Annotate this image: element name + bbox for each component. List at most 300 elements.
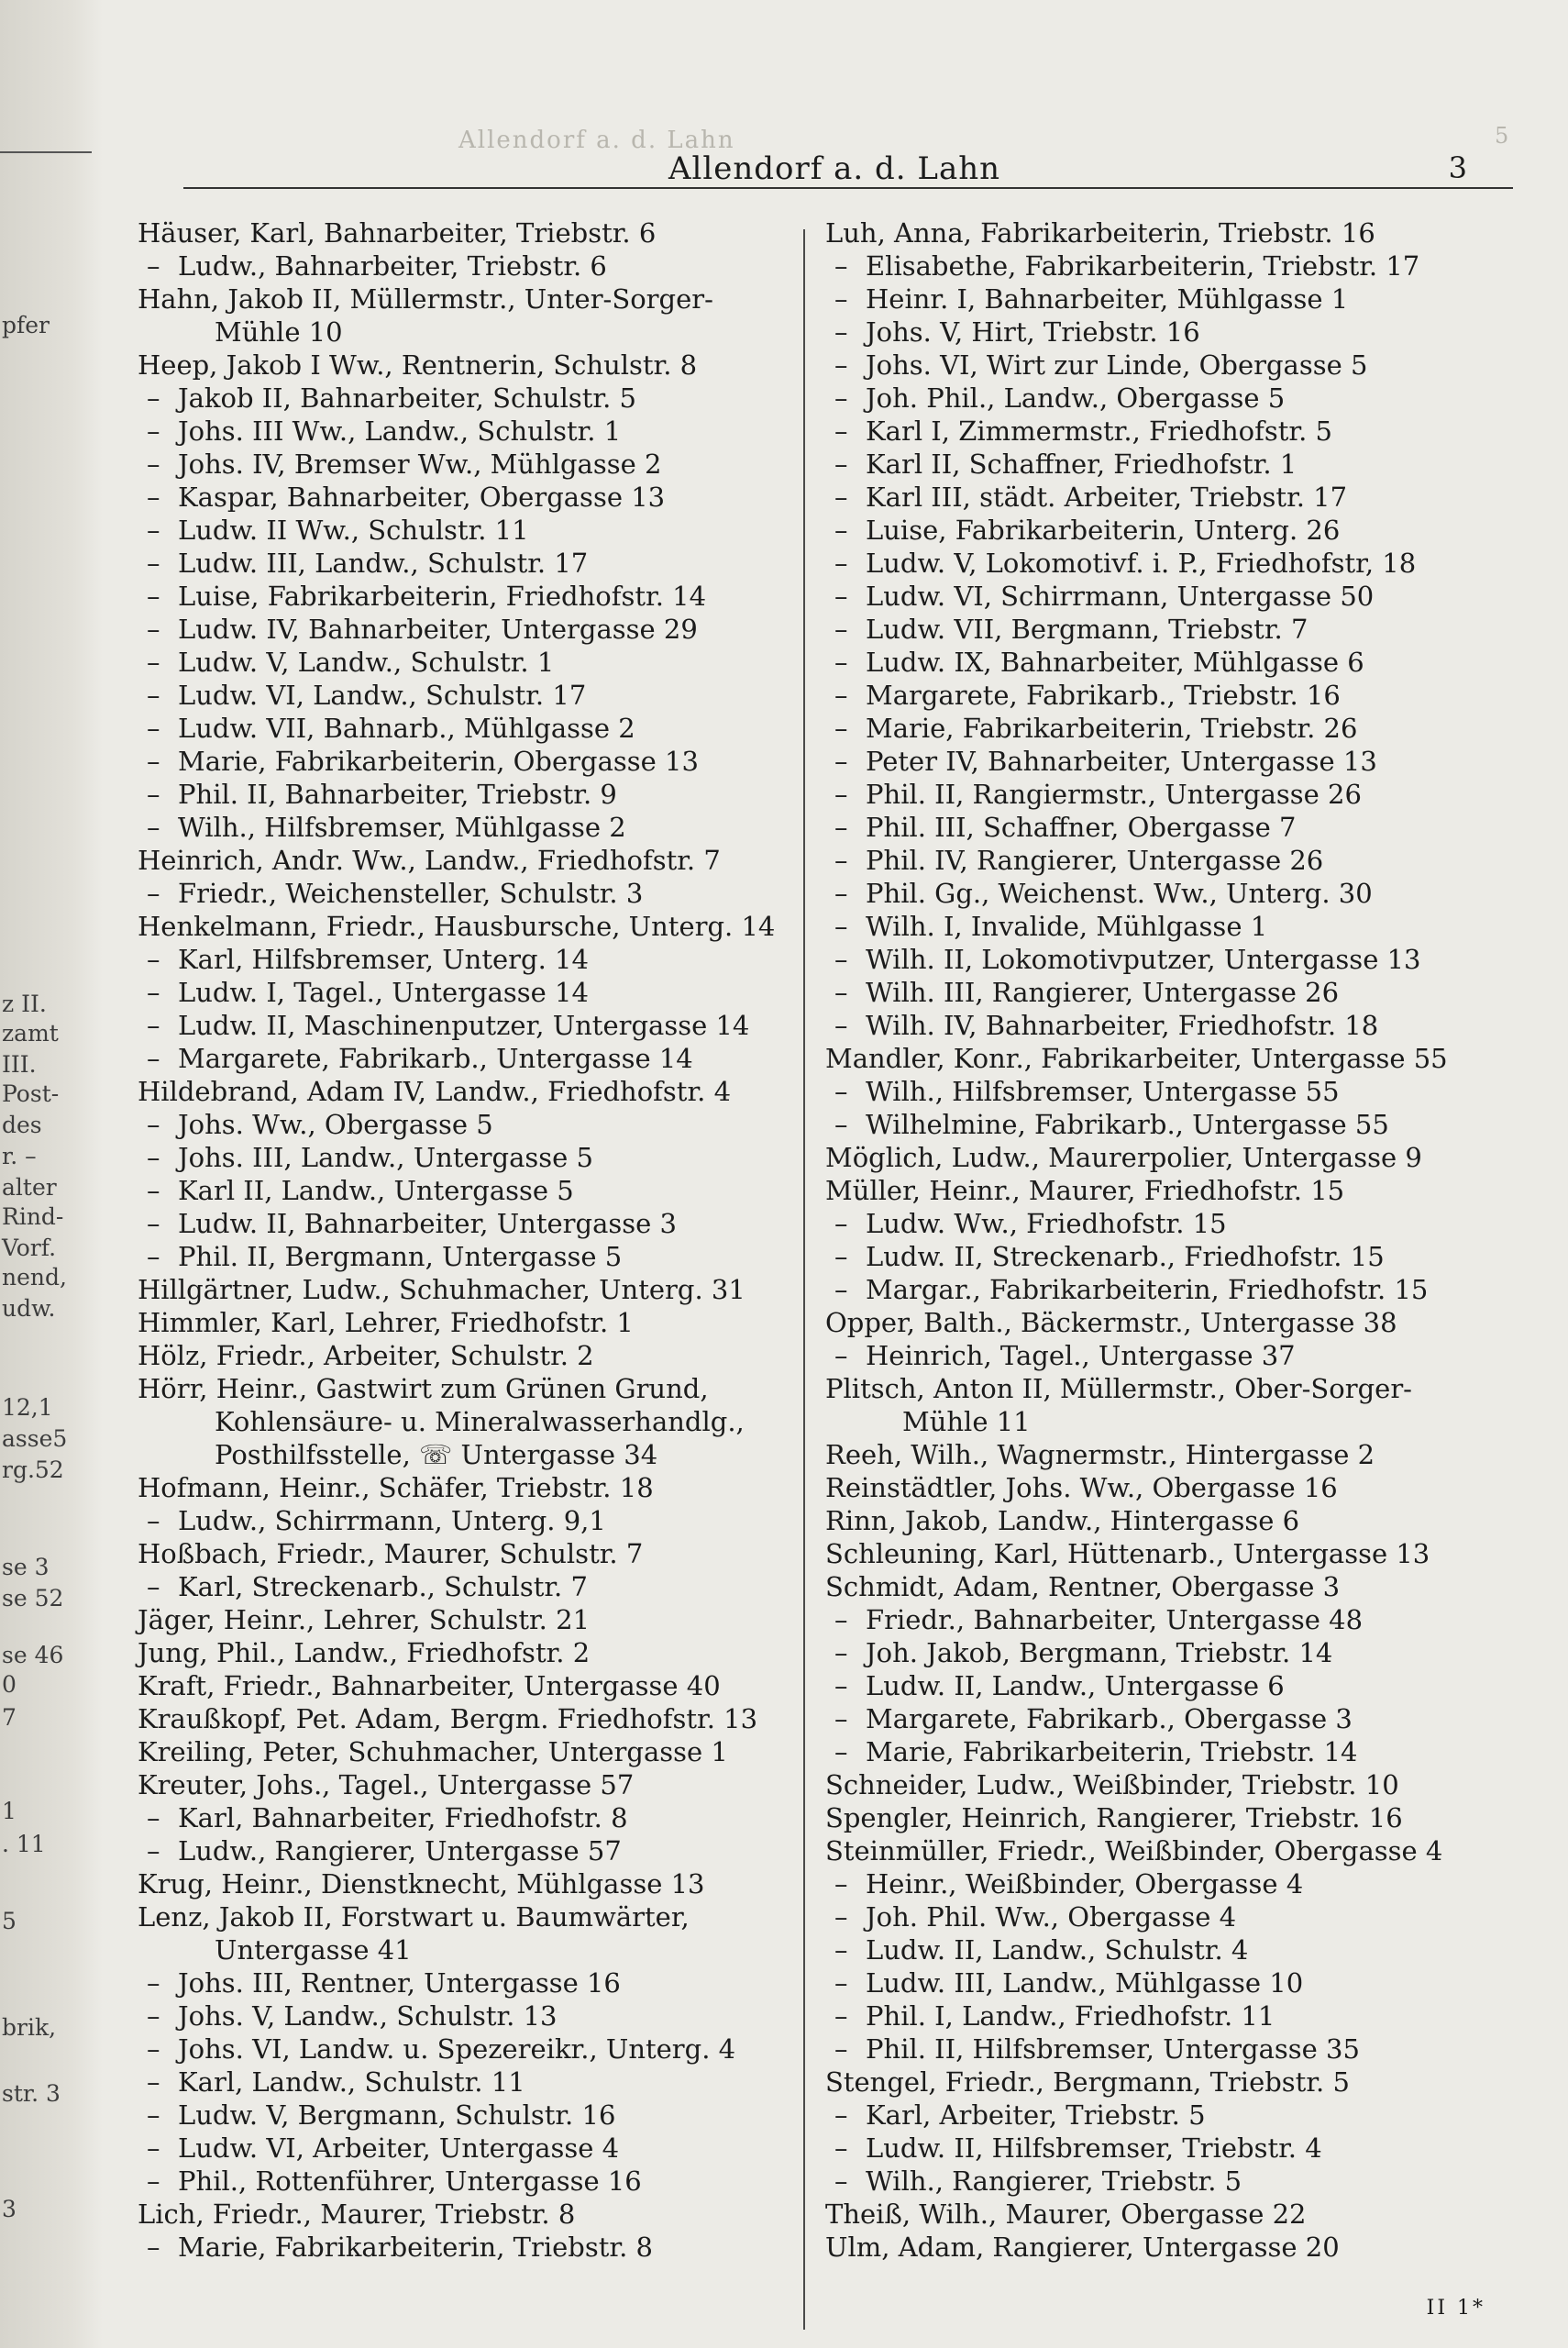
- entry-text: Ludw. III, Landw., Mühlgasse 10: [866, 1967, 1304, 1999]
- ditto-dash: –: [834, 977, 848, 1008]
- directory-entry: [138, 910, 798, 943]
- gutter-text-fragment: r. –: [2, 1143, 37, 1169]
- entry-text: Johs. V, Landw., Schulstr. 13: [178, 2000, 558, 2032]
- entry-text: Margarete, Fabrikarb., Obergasse 3: [866, 1703, 1353, 1734]
- entry-text: Phil. II, Rangiermstr., Untergasse 26: [866, 779, 1362, 810]
- entry-text: Ludw., Bahnarbeiter, Triebstr. 6: [178, 250, 607, 282]
- directory-entry: [825, 1174, 1522, 1207]
- ditto-dash: –: [147, 2132, 160, 2164]
- ditto-dash: –: [834, 779, 848, 810]
- entry-text: Heinr. I, Bahnarbeiter, Mühlgasse 1: [866, 283, 1349, 315]
- entry-text: Karl, Landw., Schulstr. 11: [178, 2066, 525, 2098]
- bleed-through-page-number: 5: [1495, 123, 1509, 149]
- directory-entry: [825, 1768, 1522, 1801]
- directory-entry: [825, 2099, 1522, 2132]
- gutter-text-fragment: udw.: [2, 1295, 56, 1322]
- directory-entry: [138, 1669, 798, 1702]
- directory-entry: [138, 1042, 798, 1075]
- gutter-text-fragment: asse5: [2, 1425, 68, 1452]
- ditto-dash: –: [147, 878, 160, 909]
- directory-entry: [825, 1504, 1522, 1537]
- entry-text: Theiß, Wilh., Maurer, Obergasse 22: [825, 2198, 1307, 2230]
- directory-entry: [138, 2066, 798, 2099]
- directory-entry: [138, 613, 798, 646]
- directory-entry: [138, 1570, 798, 1603]
- directory-entry: [825, 1603, 1522, 1636]
- entry-text: Luise, Fabrikarbeiterin, Unterg. 26: [866, 515, 1341, 546]
- page-header: [183, 147, 1485, 193]
- entry-text: Margar., Fabrikarbeiterin, Friedhofstr. 15: [866, 1274, 1429, 1305]
- gutter-text-fragment: alter: [2, 1174, 57, 1201]
- gutter-text-fragment: III.: [2, 1051, 37, 1078]
- gutter-rule: [0, 151, 92, 153]
- entry-text: Ludw. II, Landw., Schulstr. 4: [866, 1934, 1249, 1966]
- entry-text: Hörr, Heinr., Gastwirt zum Grünen Grund,: [138, 1373, 709, 1404]
- ditto-dash: –: [834, 515, 848, 546]
- entry-text: Ludw. V, Bergmann, Schulstr. 16: [178, 2099, 616, 2131]
- ditto-dash: –: [834, 1934, 848, 1966]
- ditto-dash: –: [834, 1736, 848, 1767]
- directory-entry: [138, 1438, 798, 1471]
- directory-entry: [825, 1702, 1522, 1735]
- entry-text: Wilh. III, Rangierer, Untergasse 26: [866, 977, 1340, 1008]
- entry-text: Stengel, Friedr., Bergmann, Triebstr. 5: [825, 2066, 1350, 2098]
- directory-entry: [825, 1537, 1522, 1570]
- directory-entry: [825, 1570, 1522, 1603]
- directory-entry: [138, 778, 798, 811]
- ditto-dash: –: [834, 812, 848, 843]
- entry-text: Lenz, Jakob II, Forstwart u. Baumwärter,: [138, 1901, 690, 1933]
- directory-entry: [825, 2066, 1522, 2099]
- directory-entry: [825, 1240, 1522, 1273]
- directory-entry: [825, 976, 1522, 1009]
- adjacent-page-gutter: [0, 0, 103, 2348]
- directory-entry: [825, 1042, 1522, 1075]
- entry-text: Marie, Fabrikarbeiterin, Obergasse 13: [178, 746, 699, 777]
- entry-text: Möglich, Ludw., Maurerpolier, Untergasse 9: [825, 1142, 1422, 1173]
- directory-entry: [825, 1735, 1522, 1768]
- entry-text: Untergasse 41: [215, 1934, 412, 1966]
- entry-text: Ludw. Ww., Friedhofstr. 15: [866, 1208, 1227, 1239]
- entry-text: Heinrich, Andr. Ww., Landw., Friedhofstr. 7: [138, 845, 721, 876]
- directory-entry: [825, 580, 1522, 613]
- ditto-dash: –: [834, 713, 848, 744]
- entry-text: Hillgärtner, Ludw., Schuhmacher, Unterg. 31: [138, 1274, 745, 1305]
- entry-text: Phil., Rottenführer, Untergasse 16: [178, 2165, 642, 2197]
- directory-entry: [138, 2032, 798, 2066]
- ditto-dash: –: [147, 2066, 160, 2098]
- ditto-dash: –: [834, 1076, 848, 1107]
- entry-text: Spengler, Heinrich, Rangierer, Triebstr. 16: [825, 1802, 1403, 1833]
- ditto-dash: –: [147, 977, 160, 1008]
- entry-text: Müller, Heinr., Maurer, Friedhofstr. 15: [825, 1175, 1345, 1206]
- directory-entry: [138, 844, 798, 877]
- directory-entry: [138, 1405, 798, 1438]
- ditto-dash: –: [834, 1010, 848, 1041]
- entry-text: Wilhelmine, Fabrikarb., Untergasse 55: [866, 1109, 1389, 1140]
- ditto-dash: –: [834, 614, 848, 645]
- entry-text: Schmidt, Adam, Rentner, Obergasse 3: [825, 1571, 1341, 1602]
- entry-text: Himmler, Karl, Lehrer, Friedhofstr. 1: [138, 1307, 634, 1338]
- ditto-dash: –: [147, 812, 160, 843]
- directory-entry: [138, 1867, 798, 1900]
- directory-entry: [825, 1471, 1522, 1504]
- entry-text: Jakob II, Bahnarbeiter, Schulstr. 5: [178, 382, 636, 414]
- gutter-text-fragment: rg.52: [2, 1456, 64, 1483]
- directory-entry: [825, 282, 1522, 316]
- entry-text: Ulm, Adam, Rangierer, Untergasse 20: [825, 2232, 1340, 2263]
- ditto-dash: –: [147, 614, 160, 645]
- directory-entry: [825, 349, 1522, 382]
- ditto-dash: –: [834, 449, 848, 480]
- ditto-dash: –: [147, 1835, 160, 1866]
- entry-text: Luise, Fabrikarbeiterin, Friedhofstr. 14: [178, 581, 707, 612]
- entry-text: Kraußkopf, Pet. Adam, Bergm. Friedhofstr. 13: [138, 1703, 758, 1734]
- entry-text: Karl, Bahnarbeiter, Friedhofstr. 8: [178, 1802, 628, 1833]
- ditto-dash: –: [834, 2033, 848, 2065]
- entry-text: Karl, Hilfsbremser, Unterg. 14: [178, 944, 589, 975]
- column-divider: [803, 229, 805, 2330]
- entry-text: Schleuning, Karl, Hüttenarb., Untergasse 13: [825, 1538, 1430, 1569]
- ditto-dash: –: [834, 1340, 848, 1371]
- entry-text: Heinrich, Tagel., Untergasse 37: [866, 1340, 1296, 1371]
- entry-text: Margarete, Fabrikarb., Triebstr. 16: [866, 680, 1341, 711]
- entry-text: Johs. VI, Landw. u. Spezereikr., Unterg. 4: [178, 2033, 736, 2065]
- gutter-text-fragment: z II.: [2, 991, 47, 1017]
- directory-entry: [825, 778, 1522, 811]
- entry-text: Kreiling, Peter, Schuhmacher, Untergasse 1: [138, 1736, 728, 1767]
- entry-text: Ludw. II Ww., Schulstr. 11: [178, 515, 529, 546]
- entry-text: Ludw. V, Lokomotivf. i. P., Friedhofstr, 18: [866, 548, 1417, 579]
- directory-entry: [138, 2165, 798, 2198]
- directory-entry: [138, 2231, 798, 2264]
- ditto-dash: –: [834, 1604, 848, 1635]
- entry-text: Johs. IV, Bremser Ww., Mühlgasse 2: [178, 449, 662, 480]
- entry-text: Phil. II, Bergmann, Untergasse 5: [178, 1241, 623, 1272]
- directory-entry: [825, 316, 1522, 349]
- entry-text: Friedr., Bahnarbeiter, Untergasse 48: [866, 1604, 1364, 1635]
- entry-text: Ludw. I, Tagel., Untergasse 14: [178, 977, 589, 1008]
- ditto-dash: –: [834, 1901, 848, 1933]
- entry-text: Ludw., Rangierer, Untergasse 57: [178, 1835, 622, 1866]
- ditto-dash: –: [834, 316, 848, 348]
- directory-entry: [138, 1174, 798, 1207]
- entry-text: Ludw. VII, Bergmann, Triebstr. 7: [866, 614, 1309, 645]
- directory-entry: [825, 1009, 1522, 1042]
- entry-text: Phil. II, Hilfsbremser, Untergasse 35: [866, 2033, 1360, 2065]
- entry-text: Lich, Friedr., Maurer, Triebstr. 8: [138, 2198, 576, 2230]
- directory-entry: [825, 448, 1522, 481]
- ditto-dash: –: [834, 680, 848, 711]
- directory-entry: [825, 1867, 1522, 1900]
- gutter-text-fragment: nend,: [2, 1264, 67, 1290]
- gutter-text-fragment: 7: [2, 1704, 17, 1731]
- directory-entry: [138, 811, 798, 844]
- directory-entry: [138, 282, 798, 316]
- entry-text: Luh, Anna, Fabrikarbeiterin, Triebstr. 16: [825, 217, 1375, 249]
- directory-entry: [138, 349, 798, 382]
- directory-entry: [825, 216, 1522, 249]
- ditto-dash: –: [834, 250, 848, 282]
- ditto-dash: –: [834, 349, 848, 381]
- directory-entry: [825, 1405, 1522, 1438]
- directory-entry: [138, 316, 798, 349]
- gutter-text-fragment: brik,: [2, 2014, 57, 2041]
- entry-text: Hoßbach, Friedr., Maurer, Schulstr. 7: [138, 1538, 644, 1569]
- directory-entry: [825, 1075, 1522, 1108]
- entry-text: Ludw. II, Bahnarbeiter, Untergasse 3: [178, 1208, 677, 1239]
- ditto-dash: –: [834, 2000, 848, 2032]
- entry-text: Wilh. IV, Bahnarbeiter, Friedhofstr. 18: [866, 1010, 1379, 1041]
- entry-text: Kaspar, Bahnarbeiter, Obergasse 13: [178, 482, 666, 513]
- ditto-dash: –: [834, 1274, 848, 1305]
- entry-text: Heinr., Weißbinder, Obergasse 4: [866, 1868, 1304, 1899]
- bleed-through-header: Allendorf a. d. Lahn: [458, 127, 735, 154]
- ditto-dash: –: [834, 746, 848, 777]
- gutter-text-fragment: se 3: [2, 1554, 50, 1580]
- gutter-text-fragment: Vorf.: [2, 1235, 57, 1261]
- directory-entry: [825, 1669, 1522, 1702]
- ditto-dash: –: [147, 449, 160, 480]
- entry-text: Kraft, Friedr., Bahnarbeiter, Untergasse 40: [138, 1670, 721, 1701]
- entry-text: Ludw. III, Landw., Schulstr. 17: [178, 548, 589, 579]
- directory-entry: [825, 1801, 1522, 1834]
- ditto-dash: –: [147, 944, 160, 975]
- gutter-text-fragment: 0: [2, 1671, 17, 1698]
- directory-entry: [138, 216, 798, 249]
- entry-text: Karl I, Zimmermstr., Friedhofstr. 5: [866, 415, 1332, 447]
- directory-entry: [138, 1273, 798, 1306]
- directory-entry: [138, 1207, 798, 1240]
- entry-text: Häuser, Karl, Bahnarbeiter, Triebstr. 6: [138, 217, 657, 249]
- ditto-dash: –: [147, 1043, 160, 1074]
- gutter-text-fragment: Rind-: [2, 1203, 64, 1230]
- entry-text: Margarete, Fabrikarb., Untergasse 14: [178, 1043, 693, 1074]
- directory-entry: [825, 844, 1522, 877]
- directory-entry: [138, 1801, 798, 1834]
- ditto-dash: –: [147, 382, 160, 414]
- gutter-text-fragment: se 46: [2, 1642, 64, 1668]
- entry-text: Phil. Gg., Weichenst. Ww., Unterg. 30: [866, 878, 1373, 909]
- directory-entry: [825, 1108, 1522, 1141]
- entry-text: Johs. III, Rentner, Untergasse 16: [178, 1967, 621, 1999]
- directory-entry: [138, 679, 798, 712]
- directory-entry: [138, 448, 798, 481]
- gutter-text-fragment: . 11: [2, 1831, 46, 1857]
- entry-text: Ludw. II, Hilfsbremser, Triebstr. 4: [866, 2132, 1322, 2164]
- directory-entry: [825, 415, 1522, 448]
- directory-entry: [825, 2032, 1522, 2066]
- entry-text: Phil. IV, Rangierer, Untergasse 26: [866, 845, 1324, 876]
- right-column: [825, 216, 1522, 2264]
- entry-text: Ludw. II, Landw., Untergasse 6: [866, 1670, 1285, 1701]
- entry-text: Johs. III, Landw., Untergasse 5: [178, 1142, 593, 1173]
- directory-entry: [138, 514, 798, 547]
- gutter-text-fragment: Post-: [2, 1080, 60, 1107]
- ditto-dash: –: [834, 845, 848, 876]
- directory-entry: [138, 415, 798, 448]
- directory-entry: [825, 943, 1522, 976]
- directory-entry: [138, 547, 798, 580]
- directory-entry: [825, 712, 1522, 745]
- directory-entry: [138, 1900, 798, 1933]
- directory-entry: [138, 976, 798, 1009]
- ditto-dash: –: [147, 482, 160, 513]
- ditto-dash: –: [147, 1241, 160, 1272]
- entry-text: Kohlensäure- u. Mineralwasserhandlg.,: [215, 1406, 745, 1437]
- entry-text: Steinmüller, Friedr., Weißbinder, Obergasse 4: [825, 1835, 1443, 1866]
- directory-entry: [138, 1372, 798, 1405]
- directory-entry: [825, 2132, 1522, 2165]
- directory-entry: [825, 1636, 1522, 1669]
- entry-text: Wilh., Hilfsbremser, Untergasse 55: [866, 1076, 1340, 1107]
- entry-text: Joh. Jakob, Bergmann, Triebstr. 14: [866, 1637, 1333, 1668]
- ditto-dash: –: [147, 1142, 160, 1173]
- entry-text: Joh. Phil., Landw., Obergasse 5: [866, 382, 1286, 414]
- ditto-dash: –: [834, 2132, 848, 2164]
- entry-text: Plitsch, Anton II, Müllermstr., Ober-Sorger-: [825, 1373, 1412, 1404]
- gutter-text-fragment: 5: [2, 1908, 17, 1934]
- directory-entry: [825, 1372, 1522, 1405]
- gutter-text-fragment: 1: [2, 1798, 17, 1824]
- entry-text: Karl III, städt. Arbeiter, Triebstr. 17: [866, 482, 1348, 513]
- directory-entry: [138, 1471, 798, 1504]
- directory-entry: [138, 1240, 798, 1273]
- entry-text: Jung, Phil., Landw., Friedhofstr. 2: [138, 1637, 591, 1668]
- entry-text: Hofmann, Heinr., Schäfer, Triebstr. 18: [138, 1472, 654, 1503]
- entry-text: Ludw. II, Streckenarb., Friedhofstr. 15: [866, 1241, 1385, 1272]
- directory-entry: [825, 2198, 1522, 2231]
- directory-entry: [138, 1075, 798, 1108]
- entry-text: Elisabethe, Fabrikarbeiterin, Triebstr. 17: [866, 250, 1420, 282]
- entry-text: Ludw. II, Maschinenputzer, Untergasse 14: [178, 1010, 750, 1041]
- ditto-dash: –: [834, 647, 848, 678]
- ditto-dash: –: [147, 1010, 160, 1041]
- directory-entry: [138, 877, 798, 910]
- left-column: [138, 216, 798, 2264]
- page-title: Allendorf a. d. Lahn: [668, 150, 1001, 187]
- entry-text: Johs. III Ww., Landw., Schulstr. 1: [178, 415, 622, 447]
- ditto-dash: –: [147, 2000, 160, 2032]
- entry-text: Phil. II, Bahnarbeiter, Triebstr. 9: [178, 779, 617, 810]
- directory-entry: [825, 514, 1522, 547]
- directory-entry: [138, 249, 798, 282]
- directory-entry: [138, 481, 798, 514]
- entry-text: Heep, Jakob I Ww., Rentnerin, Schulstr. 8: [138, 349, 698, 381]
- directory-entry: [138, 2198, 798, 2231]
- directory-entry: [825, 910, 1522, 943]
- ditto-dash: –: [834, 581, 848, 612]
- entry-text: Schneider, Ludw., Weißbinder, Triebstr. 10: [825, 1769, 1399, 1800]
- directory-entry: [825, 613, 1522, 646]
- ditto-dash: –: [147, 581, 160, 612]
- gutter-text-fragment: 12,1: [2, 1394, 53, 1421]
- entry-text: Ludw., Schirrmann, Unterg. 9,1: [178, 1505, 606, 1536]
- entry-text: Rinn, Jakob, Landw., Hintergasse 6: [825, 1505, 1300, 1536]
- ditto-dash: –: [834, 2099, 848, 2131]
- ditto-dash: –: [147, 1208, 160, 1239]
- page-number: 3: [1448, 150, 1467, 185]
- directory-entry: [825, 1834, 1522, 1867]
- directory-entry: [825, 1900, 1522, 1933]
- gutter-text-fragment: 3: [2, 2196, 17, 2222]
- entry-text: Ludw. VII, Bahnarb., Mühlgasse 2: [178, 713, 635, 744]
- entry-text: Wilh. II, Lokomotivputzer, Untergasse 13: [866, 944, 1421, 975]
- directory-entry: [138, 580, 798, 613]
- directory-entry: [138, 1504, 798, 1537]
- entry-text: Henkelmann, Friedr., Hausbursche, Unterg. 14: [138, 911, 776, 942]
- entry-text: Jäger, Heinr., Lehrer, Schulstr. 21: [138, 1604, 591, 1635]
- ditto-dash: –: [147, 548, 160, 579]
- signature-mark: II 1*: [1426, 2297, 1485, 2320]
- directory-entry: [138, 1603, 798, 1636]
- ditto-dash: –: [834, 1241, 848, 1272]
- directory-entry: [138, 1339, 798, 1372]
- directory-entry: [138, 1108, 798, 1141]
- ditto-dash: –: [834, 548, 848, 579]
- gutter-text-fragment: zamt: [2, 1020, 59, 1047]
- directory-entry: [138, 2132, 798, 2165]
- directory-entry: [138, 745, 798, 778]
- ditto-dash: –: [147, 2232, 160, 2263]
- ditto-dash: –: [147, 415, 160, 447]
- entry-text: Posthilfsstelle, ☏ Untergasse 34: [215, 1439, 658, 1470]
- entry-text: Ludw. V, Landw., Schulstr. 1: [178, 647, 555, 678]
- entry-text: Mandler, Konr., Fabrikarbeiter, Untergasse 55: [825, 1043, 1448, 1074]
- directory-entry: [825, 547, 1522, 580]
- entry-text: Marie, Fabrikarbeiterin, Triebstr. 26: [866, 713, 1358, 744]
- entry-text: Mühle 10: [215, 316, 343, 348]
- ditto-dash: –: [147, 713, 160, 744]
- ditto-dash: –: [147, 647, 160, 678]
- directory-entry: [138, 1009, 798, 1042]
- entry-text: Karl, Arbeiter, Triebstr. 5: [866, 2099, 1206, 2131]
- entry-text: Ludw. VI, Landw., Schulstr. 17: [178, 680, 587, 711]
- gutter-text-fragment: str. 3: [2, 2080, 61, 2107]
- ditto-dash: –: [834, 1670, 848, 1701]
- directory-entry: [138, 1966, 798, 1999]
- directory-entry: [825, 1339, 1522, 1372]
- entry-text: Johs. VI, Wirt zur Linde, Obergasse 5: [866, 349, 1368, 381]
- ditto-dash: –: [147, 779, 160, 810]
- gutter-text-fragment: des: [2, 1112, 42, 1138]
- directory-entry: [825, 481, 1522, 514]
- ditto-dash: –: [147, 2165, 160, 2197]
- directory-entry: [825, 1438, 1522, 1471]
- entry-text: Friedr., Weichensteller, Schulstr. 3: [178, 878, 644, 909]
- ditto-dash: –: [834, 911, 848, 942]
- entry-text: Johs. V, Hirt, Triebstr. 16: [866, 316, 1200, 348]
- entry-text: Wilh., Rangierer, Triebstr. 5: [866, 2165, 1242, 2197]
- directory-entry: [825, 1933, 1522, 1966]
- ditto-dash: –: [834, 1109, 848, 1140]
- directory-entry: [825, 1306, 1522, 1339]
- directory-entry: [138, 382, 798, 415]
- ditto-dash: –: [147, 1802, 160, 1833]
- directory-entry: [138, 1537, 798, 1570]
- ditto-dash: –: [147, 2033, 160, 2065]
- directory-entry: [138, 1735, 798, 1768]
- entry-text: Mühle 11: [902, 1406, 1031, 1437]
- directory-entry: [825, 1207, 1522, 1240]
- entry-text: Wilh. I, Invalide, Mühlgasse 1: [866, 911, 1268, 942]
- entry-text: Kreuter, Johs., Tagel., Untergasse 57: [138, 1769, 635, 1800]
- header-rule: [183, 187, 1513, 189]
- directory-entry: [138, 1933, 798, 1966]
- directory-entry: [825, 811, 1522, 844]
- entry-text: Ludw. VI, Schirrmann, Untergasse 50: [866, 581, 1375, 612]
- directory-entry: [138, 1834, 798, 1867]
